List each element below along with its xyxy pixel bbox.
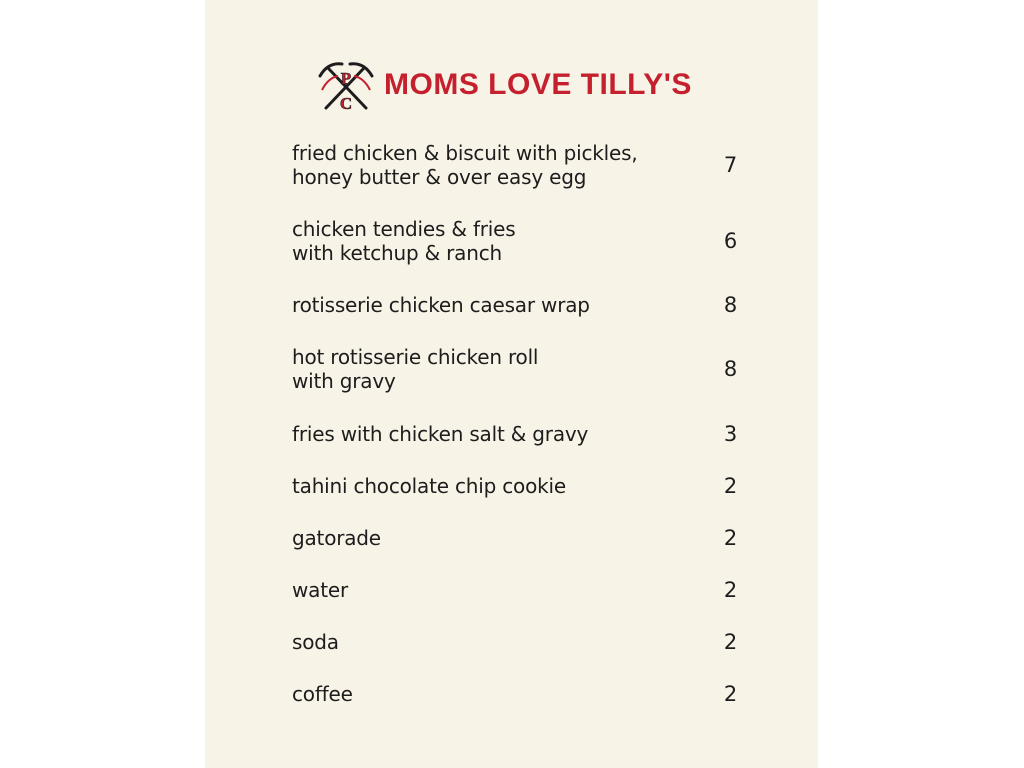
menu-item xyxy=(292,141,737,189)
menu-item xyxy=(292,526,737,550)
menu-item-name: hot rotisserie chicken roll with gravy xyxy=(292,345,539,393)
menu-item xyxy=(292,345,737,393)
menu-item-name: water xyxy=(292,578,348,602)
menu-item-name: rotisserie chicken caesar wrap xyxy=(292,293,590,317)
menu-item-name: fried chicken & biscuit with pickles, honey butter & over easy egg xyxy=(292,141,638,189)
menu-item-price: 2 xyxy=(723,474,737,498)
pickaxe-logo-icon xyxy=(318,60,374,116)
menu-item-price: 8 xyxy=(723,357,737,381)
brand-name: MOMS LOVE TILLY'S xyxy=(384,68,692,101)
menu-item-name: chicken tendies & fries with ketchup & ranch xyxy=(292,217,516,265)
menu-item xyxy=(292,682,737,706)
menu-item-price: 7 xyxy=(723,153,737,177)
menu-item-name: soda xyxy=(292,630,339,654)
brand-header xyxy=(205,60,818,116)
menu-item-price: 2 xyxy=(723,578,737,602)
menu-item xyxy=(292,630,737,654)
menu-item xyxy=(292,293,737,317)
menu-item-price: 2 xyxy=(723,682,737,706)
menu-item xyxy=(292,578,737,602)
menu-item-price: 6 xyxy=(723,229,737,253)
menu-item xyxy=(292,422,737,446)
menu-item-name: fries with chicken salt & gravy xyxy=(292,422,589,446)
menu-item-name: tahini chocolate chip cookie xyxy=(292,474,566,498)
menu-item xyxy=(292,474,737,498)
menu-item-price: 2 xyxy=(723,630,737,654)
menu-card xyxy=(205,0,818,768)
menu-item xyxy=(292,217,737,265)
logo-letter-p: P xyxy=(340,69,352,88)
menu-item-price: 8 xyxy=(723,293,737,317)
menu-item-price: 2 xyxy=(723,526,737,550)
menu-item-name: gatorade xyxy=(292,526,381,550)
logo-letter-c: C xyxy=(339,94,353,113)
menu-item-price: 3 xyxy=(723,422,737,446)
menu-item-name: coffee xyxy=(292,682,353,706)
